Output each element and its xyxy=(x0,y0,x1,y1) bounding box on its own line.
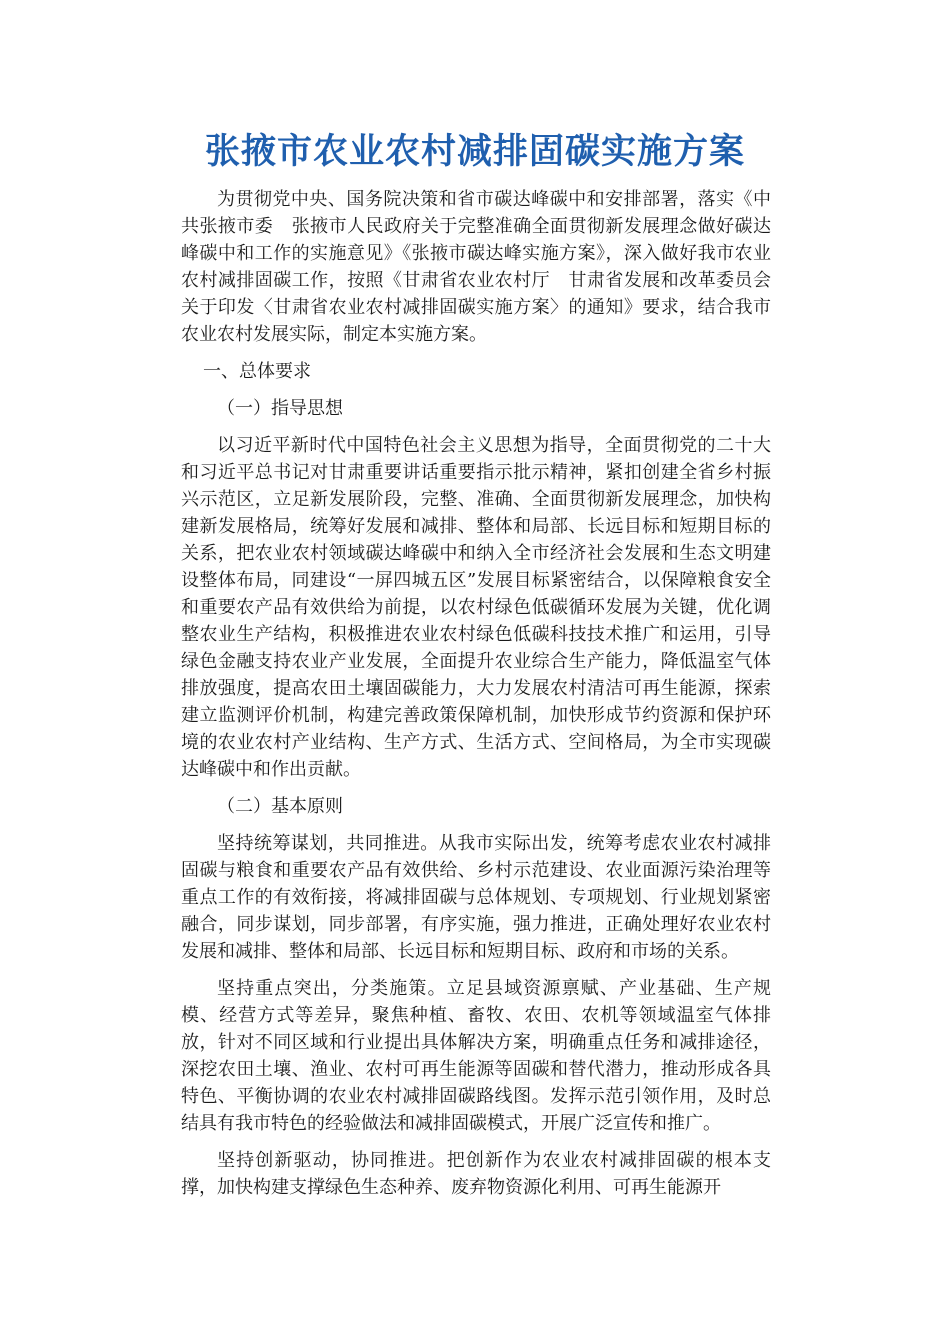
principle-paragraph-focus: 坚持重点突出，分类施策。立足县域资源禀赋、产业基础、生产规模、经营方式等差异，聚焦种植、畜牧、农田、农机等领域温室气体排放，针对不同区域和行业提出具体解决方案，明确重点任务和减排途径，深挖农田土壤、渔业、农村可再生能源等固碳和替代潜力，推动形成各具特色、平衡协调的农业农村减排固碳路线图。发挥示范引领作用，及时总结具有我市特色的经验做法和减排固碳模式，开展广泛宣传和推广。 xyxy=(181,978,771,1134)
document-title: 张掖市农业农村减排固碳实施方案 xyxy=(204,131,745,172)
section-heading-general-requirements: 一、总体要求 xyxy=(203,361,311,382)
document-body xyxy=(181,186,771,1211)
guiding-ideology-paragraph: 以习近平新时代中国特色社会主义思想为指导，全面贯彻党的二十大和习近平总书记对甘肃重要讲话重要指示批示精神，紧扣创建全省乡村振兴示范区，立足新发展阶段，完整、准确、全面贯彻新发展理念，加快构建新发展格局，统筹好发展和减排、整体和局部、长远目标和短期目标的关系，把农业农村领域碳达峰碳中和纳入全市经济社会发展和生态文明建设整体布局，同建设“一屏四城五区”发展目标紧密结合，以保障粮食安全和重要农产品有效供给为前提，以农村绿色低碳循环发展为关键，优化调整农业生产结构，积极推进农业农村绿色低碳科技技术推广和运用，引导绿色金融支持农业产业发展，全面提升农业综合生产能力，降低温室气体排放强度，提高农田土壤固碳能力，大力发展农村清洁可再生能源，探索建立监测评价机制，构建完善政策保障机制，加快形成节约资源和保护环境的农业农村产业结构、生产方式、生活方式、空间格局，为全市实现碳达峰碳中和作出贡献。 xyxy=(181,435,771,780)
intro-paragraph: 为贯彻党中央、国务院决策和省市碳达峰碳中和安排部署，落实《中共张掖市委 张掖市人民政府关于完整准确全面贯彻新发展理念做好碳达峰碳中和工作的实施意见》《张掖市碳达峰实施方案》，深入做好我市农业农村减排固碳工作，按照《甘肃省农业农村厅 甘肃省发展和改革委员会关于印发〈甘肃省农业农村减排固碳实施方案〉的通知》要求，结合我市农业农村发展实际，制定本实施方案。 xyxy=(181,189,771,345)
subsection-heading-guiding-ideology: （一）指导思想 xyxy=(217,398,343,419)
principle-paragraph-planning: 坚持统筹谋划，共同推进。从我市实际出发，统筹考虑农业农村减排固碳与粮食和重要农产品有效供给、乡村示范建设、农业面源污染治理等重点工作的有效衔接，将减排固碳与总体规划、专项规划、行业规划紧密融合，同步谋划，同步部署，有序实施，强力推进，正确处理好农业农村发展和减排、整体和局部、长远目标和短期目标、政府和市场的关系。 xyxy=(181,833,771,962)
principle-paragraph-innovation: 坚持创新驱动，协同推进。把创新作为农业农村减排固碳的根本支撑，加快构建支撑绿色生态种养、废弃物资源化利用、可再生能源开 xyxy=(181,1150,771,1198)
subsection-heading-basic-principles: （二）基本原则 xyxy=(217,796,343,817)
